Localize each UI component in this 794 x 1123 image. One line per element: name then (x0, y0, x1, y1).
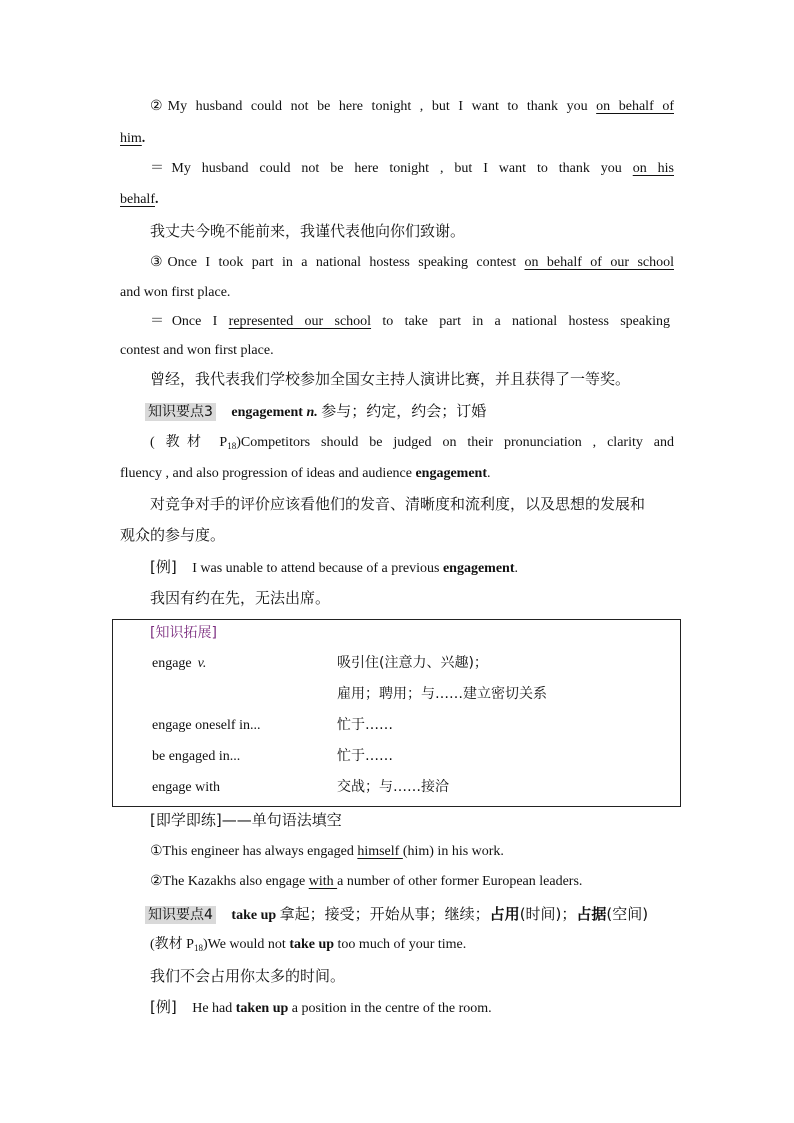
example-line: behalf. (120, 192, 159, 207)
example-line: ②My husband could not be here tonight , but I want to thank you on behalf of (150, 99, 674, 114)
practice-question: ①This engineer has always engaged himself (him) in his work. (150, 844, 504, 859)
chinese-translation: 观众的参与度。 (120, 526, 226, 544)
textbook-source: (教材 $P_{18})We$ would not take up too much of your time. (150, 937, 467, 953)
chinese-translation: 曾经，我代表我们学校参加全国女主持人演讲比赛，并且获得了一等奖。 (150, 370, 631, 388)
practice-title: [即学即练]——单句语法填空 (150, 811, 342, 829)
box-title: [知识拓展] (150, 625, 217, 641)
example-label: [例] (150, 558, 177, 576)
extension-term: engage oneself in... (152, 718, 261, 733)
extension-meaning: 吸引住(注意力、兴趣)； (337, 655, 488, 671)
knowledge-point-heading: 知识要点4 take up 拿起；接受；开始从事；继续；占用(时间)；占据(空间) (145, 904, 648, 926)
chinese-translation: 我丈夫今晚不能前来，我谨代表他向你们致谢。 (150, 222, 466, 240)
answer-underline: with (308, 874, 338, 889)
chinese-translation: 对竞争对手的评价应该看他们的发音、清晰度和流利度，以及思想的发展和 (150, 495, 646, 513)
textbook-source: ( 教材 $P_{18})Competitors$ should be judged on their pronunciation , clarity and (150, 435, 674, 451)
example-line: and won first place. (120, 285, 231, 300)
example-line: him. (120, 131, 146, 146)
example-label: [例] (150, 998, 177, 1016)
answer-underline: on behalf of (596, 99, 674, 114)
example-line: ③Once I took part in a national hostess speaking contest on behalf of our school (150, 255, 674, 270)
extension-term: engage v. (152, 656, 207, 671)
answer-underline: behalf (120, 192, 155, 207)
knowledge-point-tag: 知识要点4 (145, 906, 216, 924)
answer-underline: on his (632, 161, 674, 176)
textbook-source: fluency , and also progression of ideas and audience engagement. (120, 466, 491, 481)
example-line: [例] I was unable to attend because of a previous engagement. (150, 558, 519, 576)
answer-underline: on behalf of our school (524, 255, 674, 270)
extension-meaning: 忙于…… (337, 748, 393, 764)
example-line: ＝My husband could not be here tonight , but I want to thank you on his (150, 161, 674, 176)
chinese-translation: 我因有约在先，无法出席。 (150, 589, 331, 607)
extension-meaning: 交战；与……接洽 (337, 779, 449, 795)
knowledge-extension-box (112, 619, 681, 807)
knowledge-point-tag: 知识要点3 (145, 403, 216, 421)
chinese-translation: 我们不会占用你太多的时间。 (150, 967, 346, 985)
example-line: contest and won first place. (120, 343, 274, 358)
extension-meaning: 忙于…… (337, 717, 393, 733)
extension-term: be engaged in... (152, 749, 241, 764)
keyword: take up (231, 908, 277, 923)
example-line: ＝Once I represented our school to take part in a national hostess speaking (150, 314, 671, 329)
answer-underline: himself (357, 844, 403, 859)
answer-underline: represented our school (228, 314, 372, 329)
extension-term: engage with (152, 780, 221, 795)
answer-underline: him (120, 131, 142, 146)
practice-question: ②The Kazakhs also engage with a number of other former European leaders. (150, 874, 583, 889)
knowledge-point-heading: 知识要点3 engagement n. 参与；约定，约会；订婚 (145, 401, 486, 423)
keyword: engagement (231, 405, 303, 420)
example-line: [例] He had taken up a position in the centre of the room. (150, 998, 492, 1016)
extension-meaning: 雇用；聘用；与……建立密切关系 (337, 686, 547, 702)
